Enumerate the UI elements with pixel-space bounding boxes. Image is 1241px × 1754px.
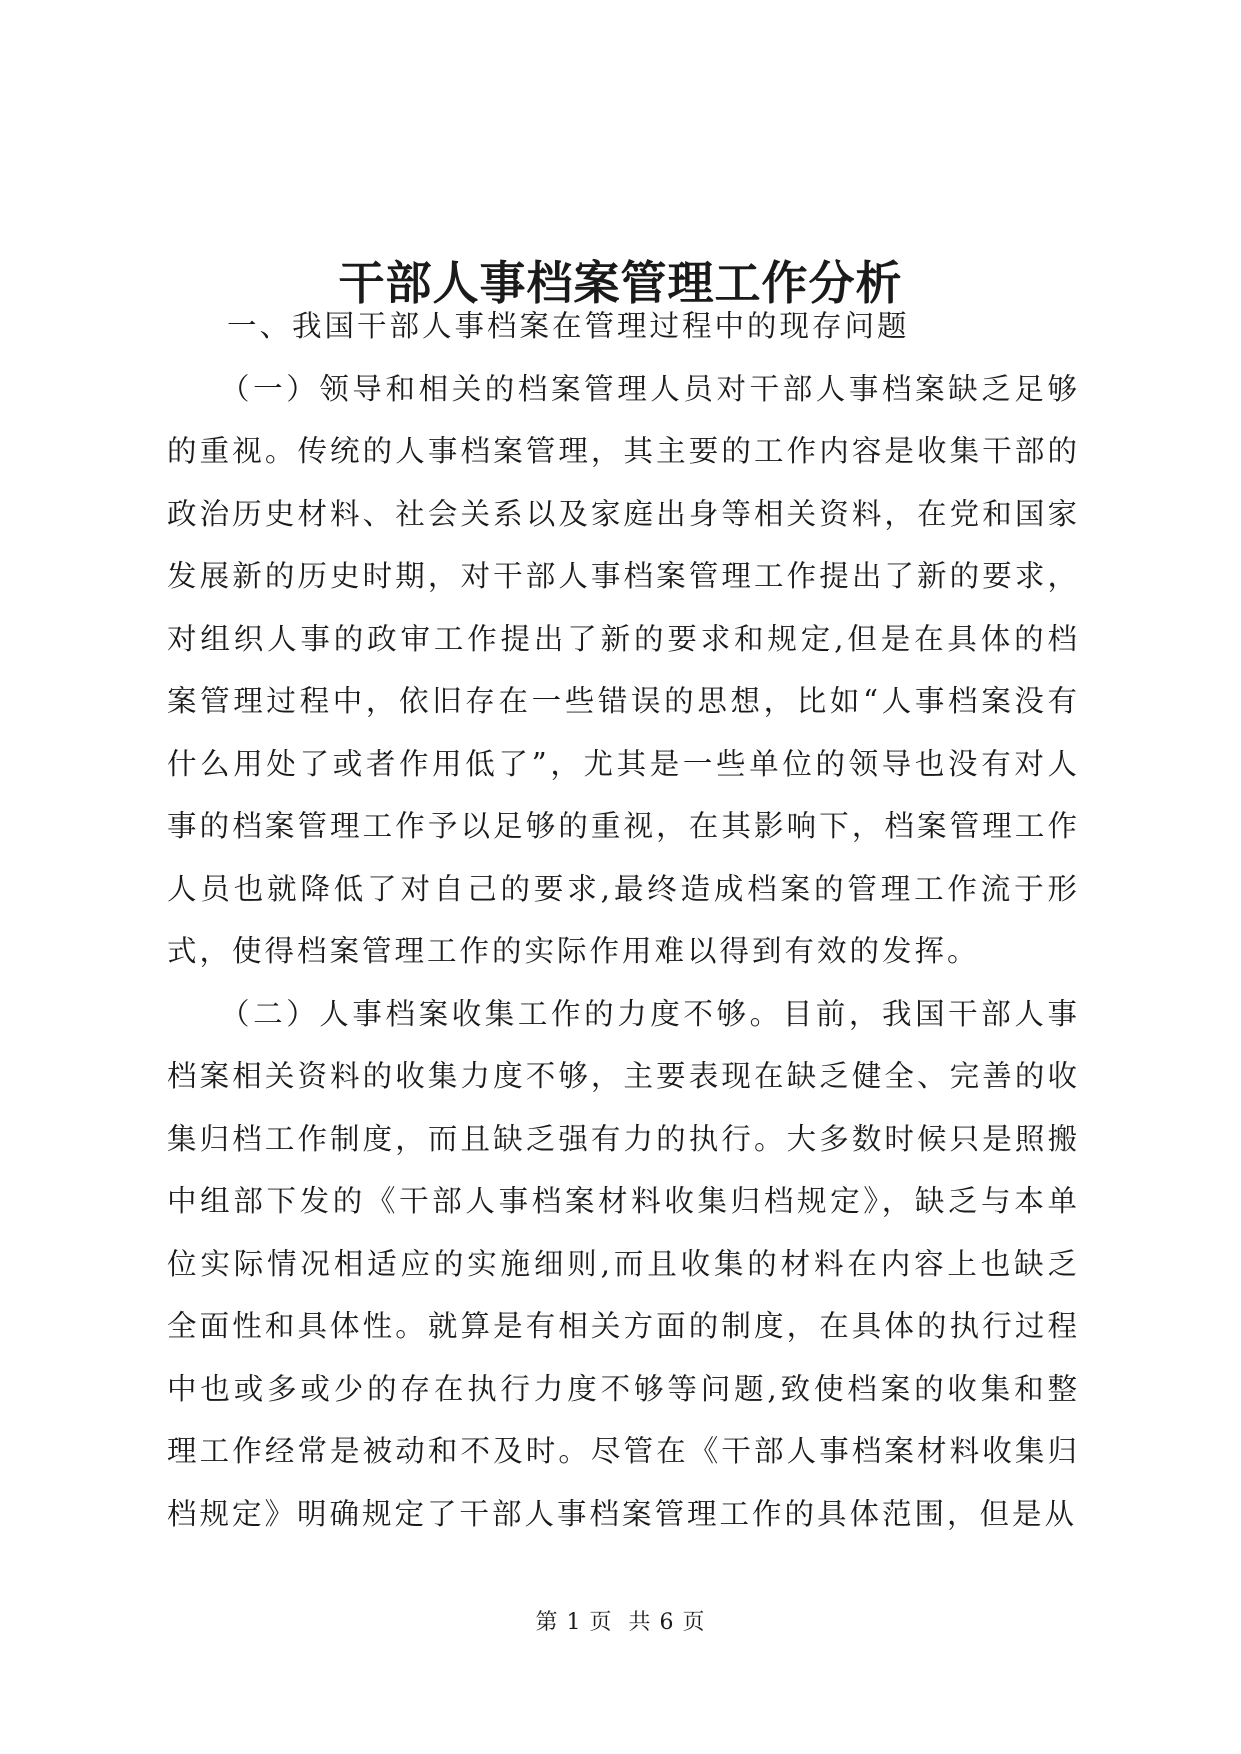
document-body [167, 295, 1080, 1545]
paragraph-1: （一）领导和相关的档案管理人员对干部人事档案缺乏足够的重视。传统的人事档案管理，其主要的工作内容是收集干部的政治历史材料、社会关系以及家庭出身等相关资料，在党和国家发展新的历史时期，对干部人事档案管理工作提出了新的要求，对组织人事的政审工作提出了新的要求和规定,但是在具体的档案管理过程中，依旧存在一些错误的思想，比如“人事档案没有什么用处了或者作用低了”，尤其是一些单位的领导也没有对人事的档案管理工作予以足够的重视，在其影响下，档案管理工作人员也就降低了对自己的要求,最终造成档案的管理工作流于形式，使得档案管理工作的实际作用难以得到有效的发挥。 [167, 371, 1080, 968]
section-heading: 一、我国干部人事档案在管理过程中的现存问题 [227, 309, 910, 343]
paragraph-2: （二）人事档案收集工作的力度不够。目前，我国干部人事档案相关资料的收集力度不够，主要表现在缺乏健全、完善的收集归档工作制度，而且缺乏强有力的执行。大多数时候只是照搬中组部下发的《干部人事档案材料收集归档规定》，缺乏与本单位实际情况相适应的实施细则,而且收集的材料在内容上也缺乏全面性和具体性。就算是有相关方面的制度，在具体的执行过程中也或多或少的存在执行力度不够等问题,致使档案的收集和整理工作经常是被动和不及时。尽管在《干部人事档案材料收集归档规定》明确规定了干部人事档案管理工作的具体范围，但是从 [167, 996, 1080, 1531]
page-footer [0, 1608, 1241, 1638]
page-number: 第 1 页 共 6 页 [535, 1610, 706, 1635]
document-title: 干部人事档案管理工作分析 [338, 255, 903, 310]
